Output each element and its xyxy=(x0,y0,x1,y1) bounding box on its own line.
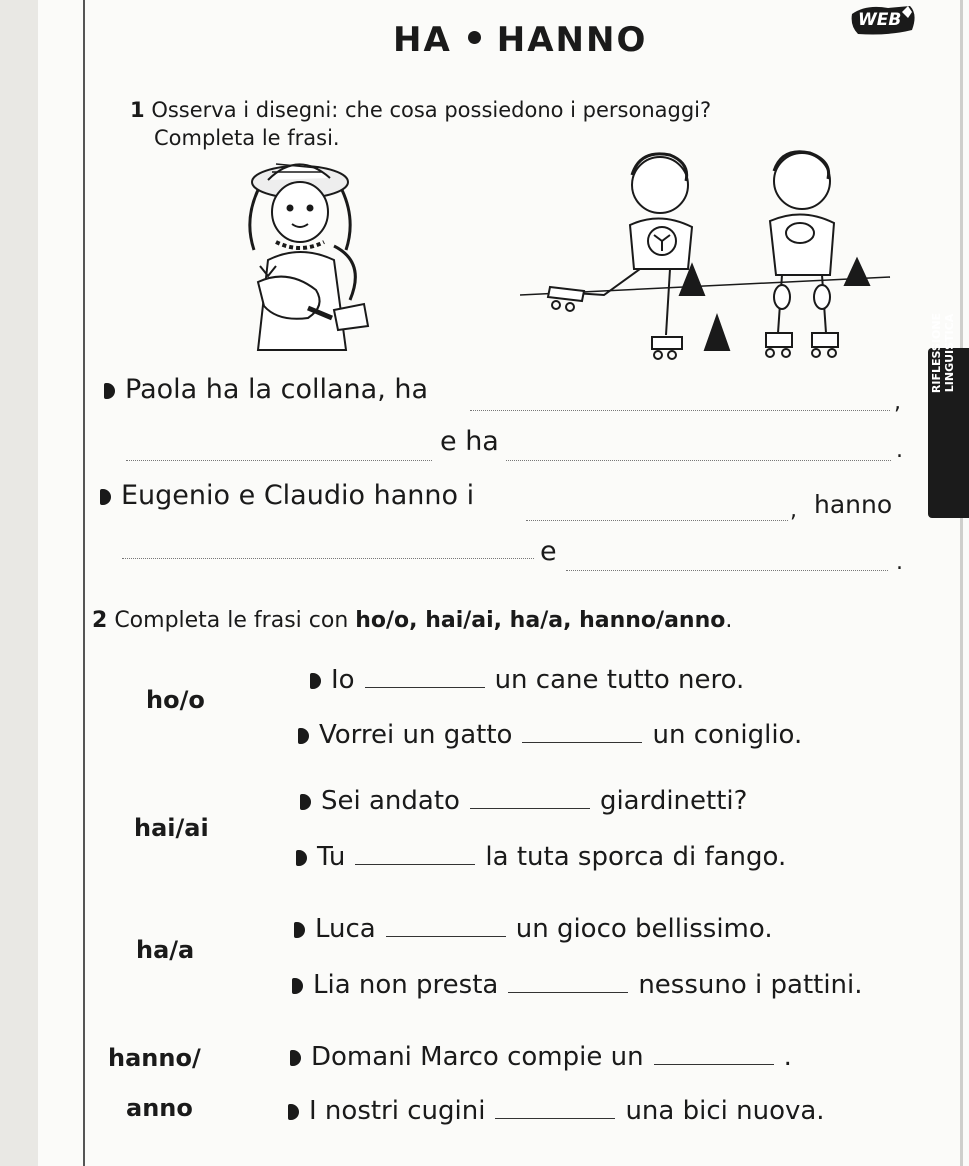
e-ha-text: e ha xyxy=(440,426,499,457)
paola-answer-line-2[interactable] xyxy=(126,460,432,461)
sentence-before: Io xyxy=(331,665,355,695)
exercise-1-number: 1 xyxy=(130,98,145,122)
bullet-icon xyxy=(290,1050,301,1066)
page-edge xyxy=(960,0,963,1166)
comma: , xyxy=(894,390,901,415)
sentence-row xyxy=(310,665,744,695)
girl-with-cat-illustration xyxy=(238,150,388,355)
paola-answer-line-1[interactable] xyxy=(470,410,890,411)
sentence-row xyxy=(288,1096,825,1126)
eugenio-answer-line-2[interactable] xyxy=(122,558,534,559)
side-tab-line2: LINGUISTICA xyxy=(943,313,956,393)
answer-blank[interactable] xyxy=(386,935,506,937)
binding-margin-line xyxy=(83,0,85,1166)
exercise-2-options: ho/o, hai/ai, ha/a, hanno/anno xyxy=(355,608,726,633)
answer-blank[interactable] xyxy=(654,1063,774,1065)
side-tab xyxy=(928,312,969,518)
exercise-2-instruction xyxy=(92,608,732,633)
answer-blank[interactable] xyxy=(470,807,590,809)
sentence-after: . xyxy=(783,1042,792,1072)
side-tab-line1: RIFLESSIONE xyxy=(930,312,943,394)
sentence-row xyxy=(298,720,802,750)
title-dot xyxy=(468,31,481,44)
sentence-before: I nostri cugini xyxy=(309,1096,486,1126)
side-tab-text xyxy=(930,268,956,438)
period: . xyxy=(896,550,903,575)
paola-answer-line-3[interactable] xyxy=(506,460,891,461)
sentence-after: giardinetti? xyxy=(599,786,748,816)
paola-sentence-text: Paola ha la collana, ha xyxy=(125,374,429,405)
sentence-after: un cane tutto nero. xyxy=(494,665,745,695)
bullet-icon xyxy=(100,489,111,505)
bullet-icon xyxy=(298,728,309,744)
bullet-icon xyxy=(296,850,307,866)
exercise-1-instruction xyxy=(130,96,711,152)
boys-roller-skating-illustration xyxy=(520,145,900,370)
sentence-before: Vorrei un gatto xyxy=(319,720,513,750)
group-label-hai-ai: hai/ai xyxy=(134,814,209,842)
eugenio-answer-line-1[interactable] xyxy=(526,520,788,521)
sentence-before: Luca xyxy=(315,914,376,944)
exercise-1-text-line2: Completa le frasi. xyxy=(154,126,340,150)
bullet-icon xyxy=(294,922,305,938)
answer-blank[interactable] xyxy=(508,991,628,993)
sentence-row xyxy=(296,842,786,872)
bullet-icon xyxy=(292,978,303,994)
e-text: e xyxy=(540,536,557,567)
group-label-ho-o: ho/o xyxy=(146,686,205,714)
sentence-after: la tuta sporca di fango. xyxy=(485,842,787,872)
sentence-after: una bici nuova. xyxy=(625,1096,825,1126)
eugenio-sentence xyxy=(100,480,474,511)
paola-sentence xyxy=(104,374,428,405)
group-label-ha-a: ha/a xyxy=(136,936,195,964)
sentence-row xyxy=(292,970,863,1000)
title-right: HANNO xyxy=(496,20,648,60)
exercise-2-suffix: . xyxy=(725,608,733,633)
eugenio-sentence-text: Eugenio e Claudio hanno i xyxy=(121,480,475,511)
sentence-before: Tu xyxy=(317,842,346,872)
eugenio-answer-line-3[interactable] xyxy=(566,570,888,571)
answer-blank[interactable] xyxy=(355,863,475,865)
web-badge-label: WEB xyxy=(858,10,902,30)
sentence-before: Domani Marco compie un xyxy=(311,1042,644,1072)
answer-blank[interactable] xyxy=(365,686,485,688)
answer-blank[interactable] xyxy=(522,741,642,743)
answer-blank[interactable] xyxy=(495,1117,615,1119)
sentence-row xyxy=(290,1042,792,1072)
exercise-2-number: 2 xyxy=(92,608,108,633)
title-left: HA xyxy=(393,20,452,60)
bullet-icon xyxy=(310,673,321,689)
period: . xyxy=(896,438,903,463)
sentence-after: nessuno i pattini. xyxy=(638,970,863,1000)
exercise-1-text-line1: Osserva i disegni: che cosa possiedono i personaggi? xyxy=(151,98,712,122)
web-badge xyxy=(848,0,920,44)
sentence-before: Lia non presta xyxy=(313,970,499,1000)
page-title xyxy=(393,20,647,60)
group-label-anno: anno xyxy=(126,1094,193,1122)
group-label-hanno: hanno/ xyxy=(108,1044,201,1072)
hanno-text: hanno xyxy=(814,490,893,519)
bullet-icon xyxy=(104,383,115,399)
sentence-row xyxy=(294,914,773,944)
sentence-row xyxy=(300,786,747,816)
sentence-after: un coniglio. xyxy=(652,720,803,750)
sentence-before: Sei andato xyxy=(321,786,460,816)
exercise-2-text: Completa le frasi con xyxy=(114,608,356,633)
comma: , xyxy=(790,498,797,523)
bullet-icon xyxy=(288,1104,299,1120)
bullet-icon xyxy=(300,794,311,810)
sentence-after: un gioco bellissimo. xyxy=(515,914,773,944)
